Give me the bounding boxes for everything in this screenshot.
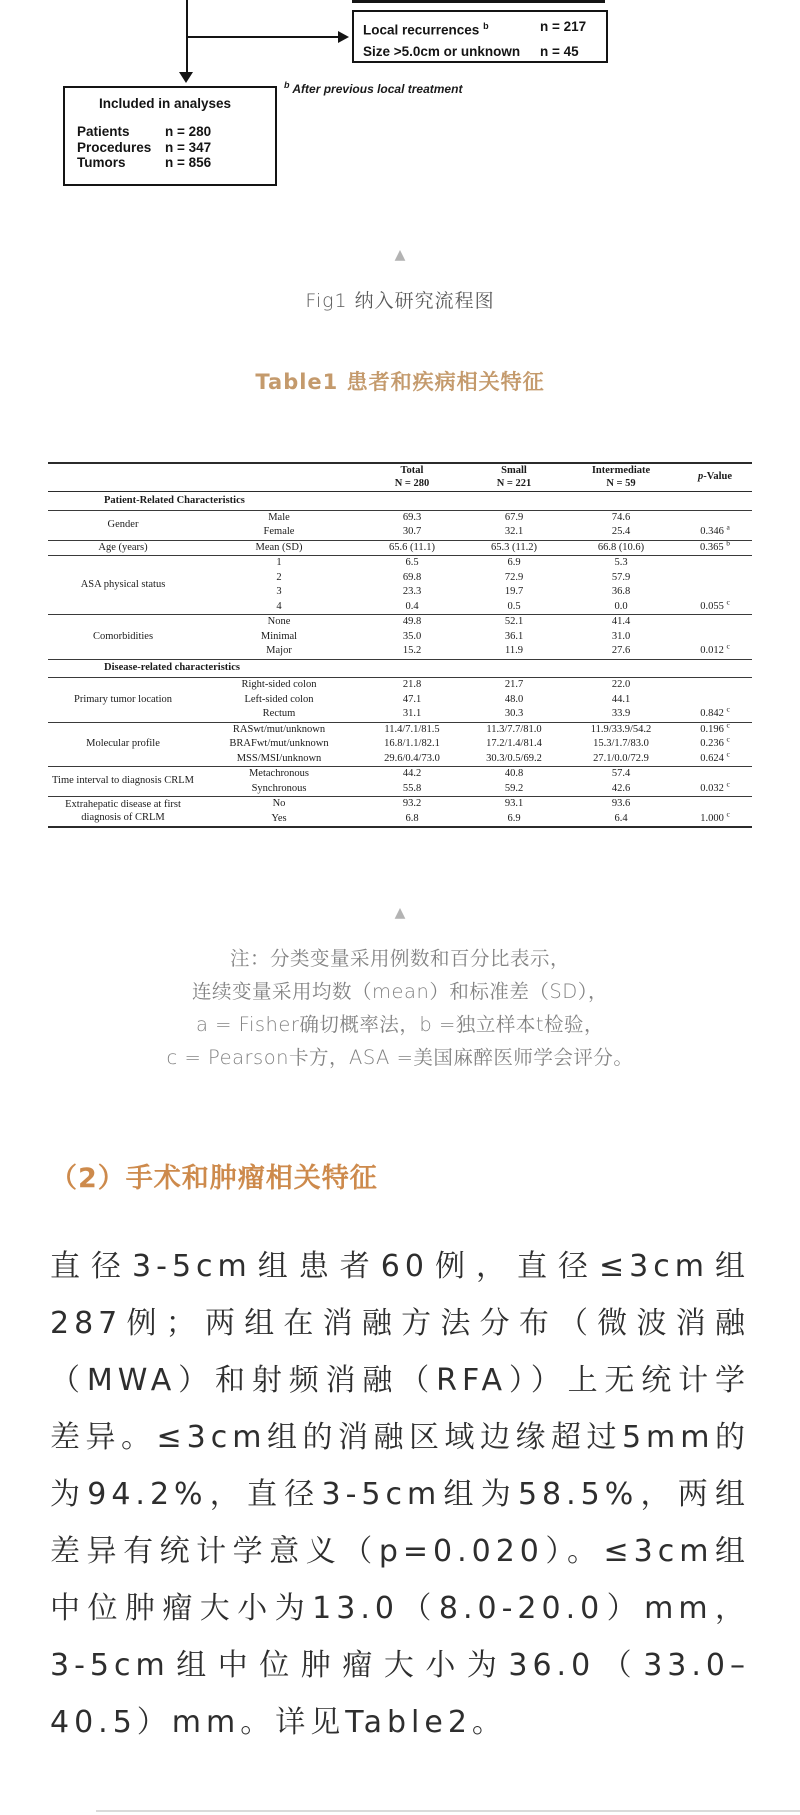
subcategory-cell: 4 [276, 600, 282, 612]
value-cell: 27.1/0.0/72.9 [593, 752, 649, 764]
subcategory-cell: Major [266, 645, 292, 656]
value-cell: 5.3 [614, 557, 628, 568]
value-cell: 44.2 [402, 768, 422, 779]
table1-group [48, 615, 752, 660]
value-cell: 11.9/33.9/54.2 [590, 723, 652, 735]
table1 [48, 462, 752, 828]
included-box-title: Included in analyses [99, 96, 232, 111]
pvalue-cell [678, 693, 752, 708]
value-cell: 49.8 [402, 616, 422, 627]
exclusion-label: Local recurrences $^b$ [363, 21, 489, 38]
table-row [48, 556, 752, 571]
footnote-text: After previous local treatment [292, 82, 463, 96]
subcategory-cell: Rectum [262, 708, 296, 719]
category-cell: Extrahepatic disease at first diagnosis of CRLM [65, 799, 181, 823]
table1-group [48, 540, 752, 556]
value-cell: 42.6 [611, 782, 631, 794]
category-cell: Comorbidities [92, 630, 154, 642]
value-cell: 27.6 [611, 645, 631, 656]
table1-title: Table1 患者和疾病相关特征 [255, 370, 545, 394]
pvalue-cell: 0.032 $^c$ [700, 781, 730, 794]
value-cell: 6.8 [405, 812, 419, 824]
value-cell: 41.4 [611, 616, 631, 627]
table1-figure [48, 462, 752, 828]
pvalue-cell [678, 556, 752, 571]
table1-group [48, 797, 752, 828]
section-header-cell: Disease-related characteristics [104, 662, 240, 673]
included-count: n = 280 [165, 124, 212, 139]
exclusion-label: Size >5.0cm or unknown [363, 43, 521, 59]
subcategory-cell: RASwt/mut/unknown [232, 723, 326, 735]
section2-paragraph: 直径3-5cm组患者60例，直径≤3cm组287例；两组在消融方法分布（微波消融（MWA）和射频消融（RFA））上无统计学差异。≤3cm组的消融区域边缘超过5mm的为94.2%，直径3-5cm组为58.5%，两组差异有统计学意义（p=0.020）。≤3cm组中位肿瘤大小为13.0（8.0-20.0）mm，3-5cm组中位肿瘤大小为36.0（33.0–40.5）mm。详见Table2。 [50, 1249, 750, 1740]
value-cell: 66.8 (10.6) [597, 541, 645, 553]
value-cell: 36.1 [504, 630, 524, 642]
value-cell: 74.6 [611, 511, 631, 523]
value-cell: 52.1 [504, 616, 524, 627]
value-cell: 44.1 [611, 693, 631, 705]
subcategory-cell: Yes [271, 812, 287, 824]
value-cell: 57.9 [611, 571, 631, 583]
flow-box-included [63, 86, 277, 186]
value-cell: 30.3 [504, 708, 524, 719]
subcategory-cell: Left-sided colon [244, 693, 314, 705]
table1-notes [0, 942, 800, 1074]
subcategory-cell: MSS/MSI/unknown [236, 752, 322, 764]
flowchart-figure [0, 0, 800, 210]
subcategory-cell: Synchronous [251, 782, 307, 794]
value-cell: 67.9 [504, 511, 524, 523]
footnote-marker: b [483, 21, 489, 31]
pvalue-cell: 0.842 $^c$ [700, 707, 730, 719]
table-row [48, 510, 752, 525]
subcategory-cell: Metachronous [248, 768, 310, 779]
table-row [48, 540, 752, 556]
value-cell: 15.2 [402, 645, 422, 656]
subcategory-cell: 1 [276, 557, 282, 568]
value-cell: 21.7 [504, 679, 524, 690]
table1-section [48, 492, 752, 511]
included-row [77, 124, 265, 140]
value-cell: 6.5 [405, 557, 419, 568]
table-row [48, 722, 752, 737]
value-cell: 59.2 [504, 782, 524, 794]
subcategory-cell: 3 [276, 586, 282, 597]
value-cell: 0.5 [507, 600, 521, 612]
category-cell: Gender [107, 518, 139, 530]
value-cell: 69.8 [402, 571, 422, 583]
category-cell: Primary tumor location [74, 693, 172, 705]
included-label: Patients [77, 124, 130, 139]
pvalue-cell [678, 615, 752, 630]
note-line: 连续变量采用均数（mean）和标准差（SD）， [192, 980, 608, 1003]
table1-group [48, 510, 752, 540]
value-cell: 22.0 [611, 679, 631, 690]
pvalue-cell: 0.012 $^c$ [700, 644, 730, 656]
value-cell: 65.6 (11.1) [389, 541, 435, 553]
table-row [48, 678, 752, 693]
value-cell: 93.1 [504, 798, 524, 809]
category-cell: ASA physical status [80, 578, 166, 590]
value-cell: 29.6/0.4/73.0 [384, 752, 440, 764]
value-cell: 0.4 [405, 600, 419, 612]
value-cell: 16.8/1.1/82.1 [384, 738, 440, 749]
table1-section [48, 659, 752, 678]
arrowhead-down-icon [179, 72, 193, 83]
value-cell: 31.1 [402, 708, 422, 719]
included-count: n = 347 [165, 139, 212, 155]
column-header: p-Value [697, 471, 733, 483]
collapse-triangle-icon: ▲ [394, 905, 406, 921]
note-line: a = Fisher确切概率法，b =独立样本t检验， [196, 1013, 604, 1036]
column-header [464, 463, 564, 492]
value-cell: 36.8 [611, 586, 631, 597]
value-cell: 40.8 [504, 768, 524, 779]
included-row [77, 140, 265, 156]
value-cell: 93.2 [402, 798, 422, 809]
pvalue-cell: 0.236 $^c$ [700, 737, 730, 749]
pvalue-cell [678, 678, 752, 693]
value-cell: 30.3/0.5/69.2 [486, 752, 542, 764]
value-cell: 30.7 [402, 526, 422, 537]
value-cell: 93.6 [611, 798, 631, 809]
note-line: c = Pearson卡方，ASA =美国麻醉医师学会评分。 [166, 1046, 634, 1069]
pvalue-cell [678, 571, 752, 586]
subcategory-cell: Mean (SD) [255, 541, 303, 553]
value-cell: 72.9 [504, 571, 524, 583]
value-cell: 57.4 [611, 768, 631, 779]
value-cell: 11.3/7.7/81.0 [486, 723, 542, 735]
section-header-cell: Patient-Related Characteristics [104, 494, 245, 506]
pvalue-cell [678, 510, 752, 525]
value-cell: 0.0 [614, 600, 628, 612]
subcategory-cell: BRAFwt/mut/unknown [229, 738, 329, 749]
header-spacer [198, 463, 360, 492]
table1-header [48, 463, 752, 492]
value-cell: 19.7 [504, 586, 524, 597]
value-cell: 21.8 [402, 679, 422, 690]
section-header-row [48, 492, 752, 511]
category-cell: Time interval to diagnosis CRLM [52, 775, 194, 787]
pvalue-cell: 0.346 $^a$ [700, 525, 730, 537]
flow-box-exclusions [352, 10, 608, 63]
table-row [48, 615, 752, 630]
table1-group [48, 556, 752, 615]
exclusion-count: n = 217 [540, 19, 587, 34]
subcategory-cell: Minimal [260, 630, 298, 642]
exclusion-row [363, 16, 598, 41]
value-cell: 48.0 [504, 693, 524, 705]
figure1-caption: Fig1 纳入研究流程图 [305, 290, 495, 312]
table1-group [48, 722, 752, 767]
pvalue-cell: 0.624 $^c$ [700, 751, 730, 764]
table1-header-row [48, 463, 752, 492]
value-cell: 11.9 [505, 645, 523, 656]
value-cell: 25.4 [611, 526, 631, 537]
exclusion-row [363, 41, 598, 62]
pvalue-cell: 1.000 $^c$ [700, 811, 730, 824]
column-header [360, 463, 464, 492]
subcategory-cell: 2 [276, 571, 282, 583]
value-cell: 11.4/7.1/81.5 [384, 723, 440, 735]
column-header-line2: N = 280 [394, 477, 430, 489]
value-cell: 33.9 [611, 708, 631, 719]
included-label: Procedures [77, 139, 152, 155]
column-header-line1: Small [501, 465, 527, 476]
subcategory-cell: None [267, 616, 291, 627]
value-cell: 55.8 [402, 782, 422, 794]
subcategory-cell: Male [268, 511, 290, 523]
pvalue-cell: 0.055 $^c$ [700, 599, 730, 612]
table1-group [48, 678, 752, 723]
table1-group [48, 767, 752, 797]
section-header-row [48, 659, 752, 678]
column-header [564, 463, 678, 492]
value-cell: 32.1 [504, 526, 524, 537]
value-cell: 17.2/1.4/81.4 [486, 738, 542, 749]
value-cell: 6.4 [614, 812, 628, 824]
value-cell: 23.3 [402, 586, 422, 597]
pvalue-cell [678, 585, 752, 600]
section2-heading: （2）手术和肿瘤相关特征 [50, 1163, 378, 1194]
footnote-marker: b [284, 80, 290, 90]
included-row [77, 155, 265, 171]
table-row [48, 767, 752, 782]
column-header-line2: N = 59 [606, 477, 636, 489]
value-cell: 47.1 [402, 693, 422, 705]
subcategory-cell: No [272, 798, 286, 809]
column-header-line1: Intermediate [591, 465, 651, 476]
subcategory-cell: Female [263, 526, 295, 537]
value-cell: 65.3 (11.2) [491, 541, 537, 553]
category-cell: Age (years) [98, 541, 148, 553]
bottom-divider [96, 1810, 800, 1812]
included-count: n = 856 [165, 155, 212, 170]
value-cell: 69.3 [402, 511, 422, 523]
category-cell: Molecular profile [86, 738, 160, 749]
pvalue-cell [678, 797, 752, 812]
column-header-line1: Total [400, 465, 424, 476]
value-cell: 6.9 [507, 812, 521, 824]
value-cell: 15.3/1.7/83.0 [593, 738, 649, 749]
column-header-line2: N = 221 [496, 477, 532, 489]
note-line: 注：分类变量采用例数和百分比表示， [229, 947, 570, 970]
exclusion-count: n = 45 [540, 43, 579, 59]
pvalue-cell [678, 630, 752, 645]
value-cell: 31.0 [611, 630, 631, 642]
subcategory-cell: Right-sided colon [241, 679, 317, 690]
value-cell: 35.0 [402, 630, 422, 642]
flow-horizontal-line [187, 36, 338, 38]
pvalue-cell: 0.196 $^c$ [700, 722, 730, 735]
table-row [48, 797, 752, 812]
included-label: Tumors [77, 155, 126, 170]
value-cell: 6.9 [507, 557, 521, 568]
header-spacer [48, 463, 198, 492]
pvalue-cell [678, 767, 752, 782]
flow-box-partial-edge [352, 0, 605, 3]
pvalue-cell: 0.365 $^b$ [700, 540, 730, 553]
flowchart-footnote [284, 80, 462, 96]
collapse-triangle-icon: ▲ [394, 247, 406, 263]
arrowhead-right-icon [338, 31, 349, 43]
